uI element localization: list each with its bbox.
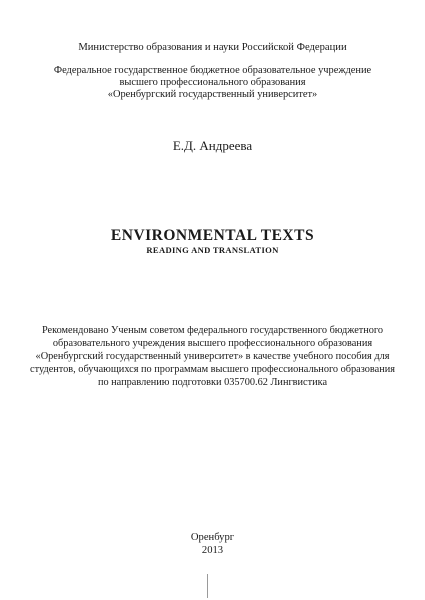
publication-city: Оренбург <box>190 532 235 543</box>
institution-line-3: «Оренбургский государственный университет» <box>107 89 318 100</box>
institution-line-2: высшего профессионального образования <box>119 77 306 88</box>
recommendation-line-5: по направлению подготовки 035700.62 Лингвистика <box>97 377 328 388</box>
recommendation-line-1: Рекомендовано Ученым советом федерального государственного бюджетного <box>41 325 384 336</box>
institution-line-1: Федеральное государственное бюджетное образовательное учреждение <box>53 65 372 76</box>
document-title: ENVIRONMENTAL TEXTS <box>110 227 315 244</box>
ministry-line: Министерство образования и науки Российской Федерации <box>78 42 347 53</box>
recommendation-line-3: «Оренбургский государственный университет» в качестве учебного пособия для <box>35 351 390 362</box>
recommendation-line-4: студентов, обучающихся по программам высшего профессионального образования <box>30 364 395 375</box>
binding-mark <box>207 574 208 598</box>
author-name: Е.Д. Андреева <box>172 138 253 153</box>
document-subtitle: READING AND TRANSLATION <box>146 245 279 255</box>
recommendation-line-2: образовательного учреждения высшего профессионального образования <box>52 338 373 349</box>
publication-year: 2013 <box>201 545 224 556</box>
